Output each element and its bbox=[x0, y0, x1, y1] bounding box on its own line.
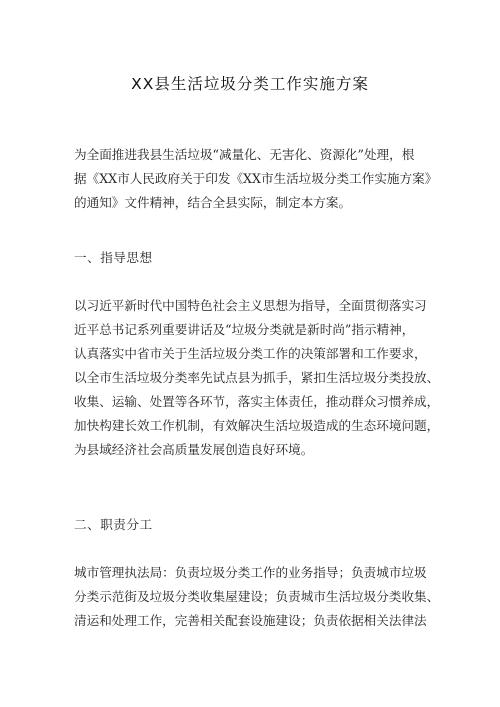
responsibilities-line-3: 清运和处理工作，完善相关配套设施建设；负责依据相关法律法 bbox=[74, 613, 427, 628]
guiding-ideology-paragraph bbox=[74, 294, 440, 462]
ideology-line-5: 收集、运输、处置等各环节，落实主体责任，推动群众习惯养成， bbox=[74, 394, 440, 409]
ideology-line-1: 以习近平新时代中国特色社会主义思想为指导，全面贯彻落实习 bbox=[74, 298, 427, 313]
intro-line-1: 为全面推进我县生活垃圾“减量化、无害化、资源化”处理，根 bbox=[74, 147, 415, 162]
responsibilities-paragraph bbox=[74, 561, 440, 633]
responsibilities-line-1: 城市管理执法局：负责垃圾分类工作的业务指导；负责城市垃圾 bbox=[74, 565, 427, 580]
section-heading-guiding-ideology: 一、指导思想 bbox=[74, 250, 153, 265]
intro-line-2: 据《XX市人民政府关于印发《XX市生活垃圾分类工作实施方案》 bbox=[74, 171, 438, 186]
ideology-line-2: 近平总书记系列重要讲话及“垃圾分类就是新时尚”指示精神， bbox=[74, 322, 415, 337]
ideology-line-4: 以全市生活垃圾分类率先试点县为抓手，紧扣生活垃圾分类投放、 bbox=[74, 370, 440, 385]
responsibilities-line-2: 分类示范街及垃圾分类收集屋建设；负责城市生活垃圾分类收集、 bbox=[74, 589, 440, 604]
ideology-line-3: 认真落实中省市关于生活垃圾分类工作的决策部署和工作要求， bbox=[74, 346, 427, 361]
ideology-line-6: 加快构建长效工作机制，有效解决生活垃圾造成的生态环境问题， bbox=[74, 418, 440, 433]
intro-paragraph bbox=[74, 143, 438, 215]
document-title: XX县生活垃圾分类工作实施方案 bbox=[131, 75, 369, 93]
ideology-line-7: 为县域经济社会高质量发展创造良好环境。 bbox=[74, 442, 314, 457]
section-heading-responsibilities: 二、职责分工 bbox=[74, 517, 153, 532]
intro-line-3: 的通知》文件精神，结合全县实际，制定本方案。 bbox=[74, 195, 352, 210]
